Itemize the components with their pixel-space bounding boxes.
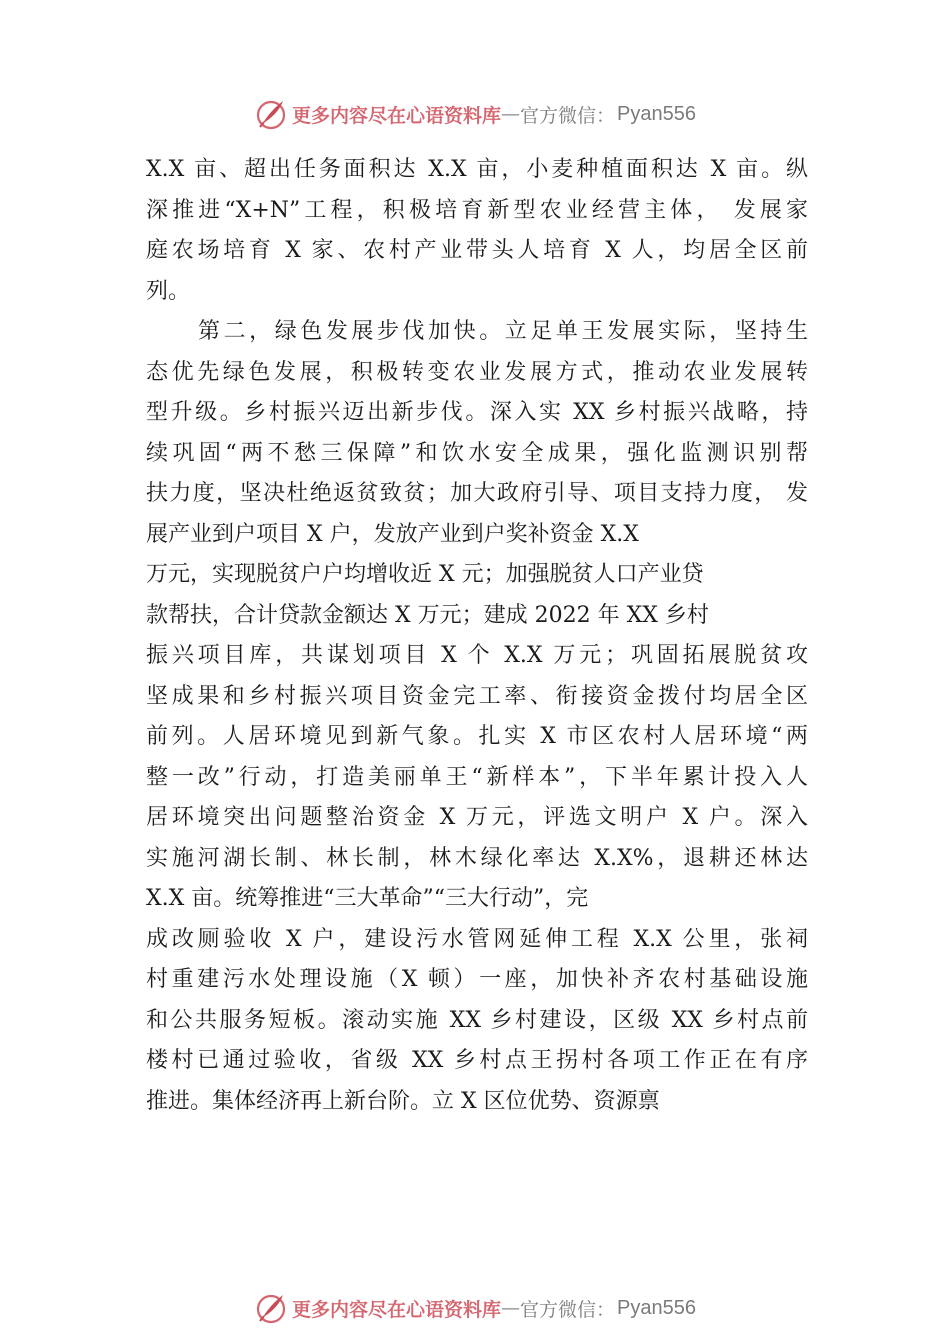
text-line: 前列。人居环境见到新气象。扎实 X 市区农村人居环境“两 [146,724,808,749]
text-line: 坚成果和乡村振兴项目资金完工率、衔接资金拨付均居全区 [146,683,808,709]
text-line: 居环境突出问题整治资金 X 万元，评选文明户 X 户。深入 [146,805,808,830]
banner-wechat-label: 官方微信： [520,1298,616,1321]
banner-brand: 更多内容尽在心语资料库 [292,104,502,127]
banner-wechat-id: Pyan556 [617,1296,696,1319]
text-line: 第二，绿色发展步伐加快。立足单王发展实际，坚持生 [198,319,808,344]
text-line: 万元，实现脱贫户户均增收近 X 元；加强脱贫人口产业贷 [146,562,704,587]
text-line: 款帮扶，合计贷款金额达 X 万元；建成 2022 年 XX 乡村 [146,602,709,628]
text-line: 推进。集体经济再上新台阶。立 X 区位优势、资源禀 [146,1088,660,1114]
text-line: 深推进“X+N”工程，积极培育新型农业经营主体， 发展家 [146,197,808,223]
banner-brand: 更多内容尽在心语资料库 [292,1298,502,1321]
text-line: 续巩固“两不愁三保障”和饮水安全成果，强化监测识别帮 [146,440,808,466]
text-line: 整一改”行动，打造美丽单王“新样本”，下半年累计投入人 [146,764,808,790]
text-line: 展产业到户项目 X 户，发放产业到户奖补资金 X.X [146,521,639,547]
text-line: 型升级。乡村振兴迈出新步伐。深入实 XX 乡村振兴战略，持 [146,400,808,425]
text-line: 实施河湖长制、林长制，林木绿化率达 X.X%，退耕还林达 [146,845,808,871]
quill-pen-circle-icon [254,97,288,131]
text-line: 列。 [146,278,191,304]
text-line: 村重建污水处理设施（X 顿）一座，加快补齐农村基础设施 [146,967,808,992]
text-line: 楼村已通过验收，省级 XX 乡村点王拐村各项工作正在有序 [146,1048,808,1073]
text-line: 成改厕验收 X 户，建设污水管网延伸工程 X.X 公里，张祠 [146,926,808,952]
banner-separator: — [501,1297,521,1319]
body-text [146,150,808,1122]
banner-separator: — [501,103,521,125]
quill-pen-circle-icon [254,1291,288,1325]
banner-wechat-id: Pyan556 [617,102,696,125]
text-line: 扶力度，坚决杜绝返贫致贫；加大政府引导、项目支持力度， 发 [146,481,808,506]
text-line: X.X 亩、超出任务面积达 X.X 亩，小麦种植面积达 X 亩。纵 [146,157,808,182]
text-line: 振兴项目库，共谋划项目 X 个 X.X 万元；巩固拓展脱贫攻 [146,643,808,668]
header-banner [0,94,950,134]
text-line: X.X 亩。统筹推进“三大革命”“三大行动”，完 [146,886,589,911]
footer-banner [0,1288,950,1328]
banner-wechat-label: 官方微信： [520,104,616,127]
text-line: 和公共服务短板。滚动实施 XX 乡村建设，区级 XX 乡村点前 [146,1007,808,1033]
text-line: 庭农场培育 X 家、农村产业带头人培育 X 人，均居全区前 [146,238,808,263]
text-line: 态优先绿色发展，积极转变农业发展方式，推动农业发展转 [146,359,808,385]
